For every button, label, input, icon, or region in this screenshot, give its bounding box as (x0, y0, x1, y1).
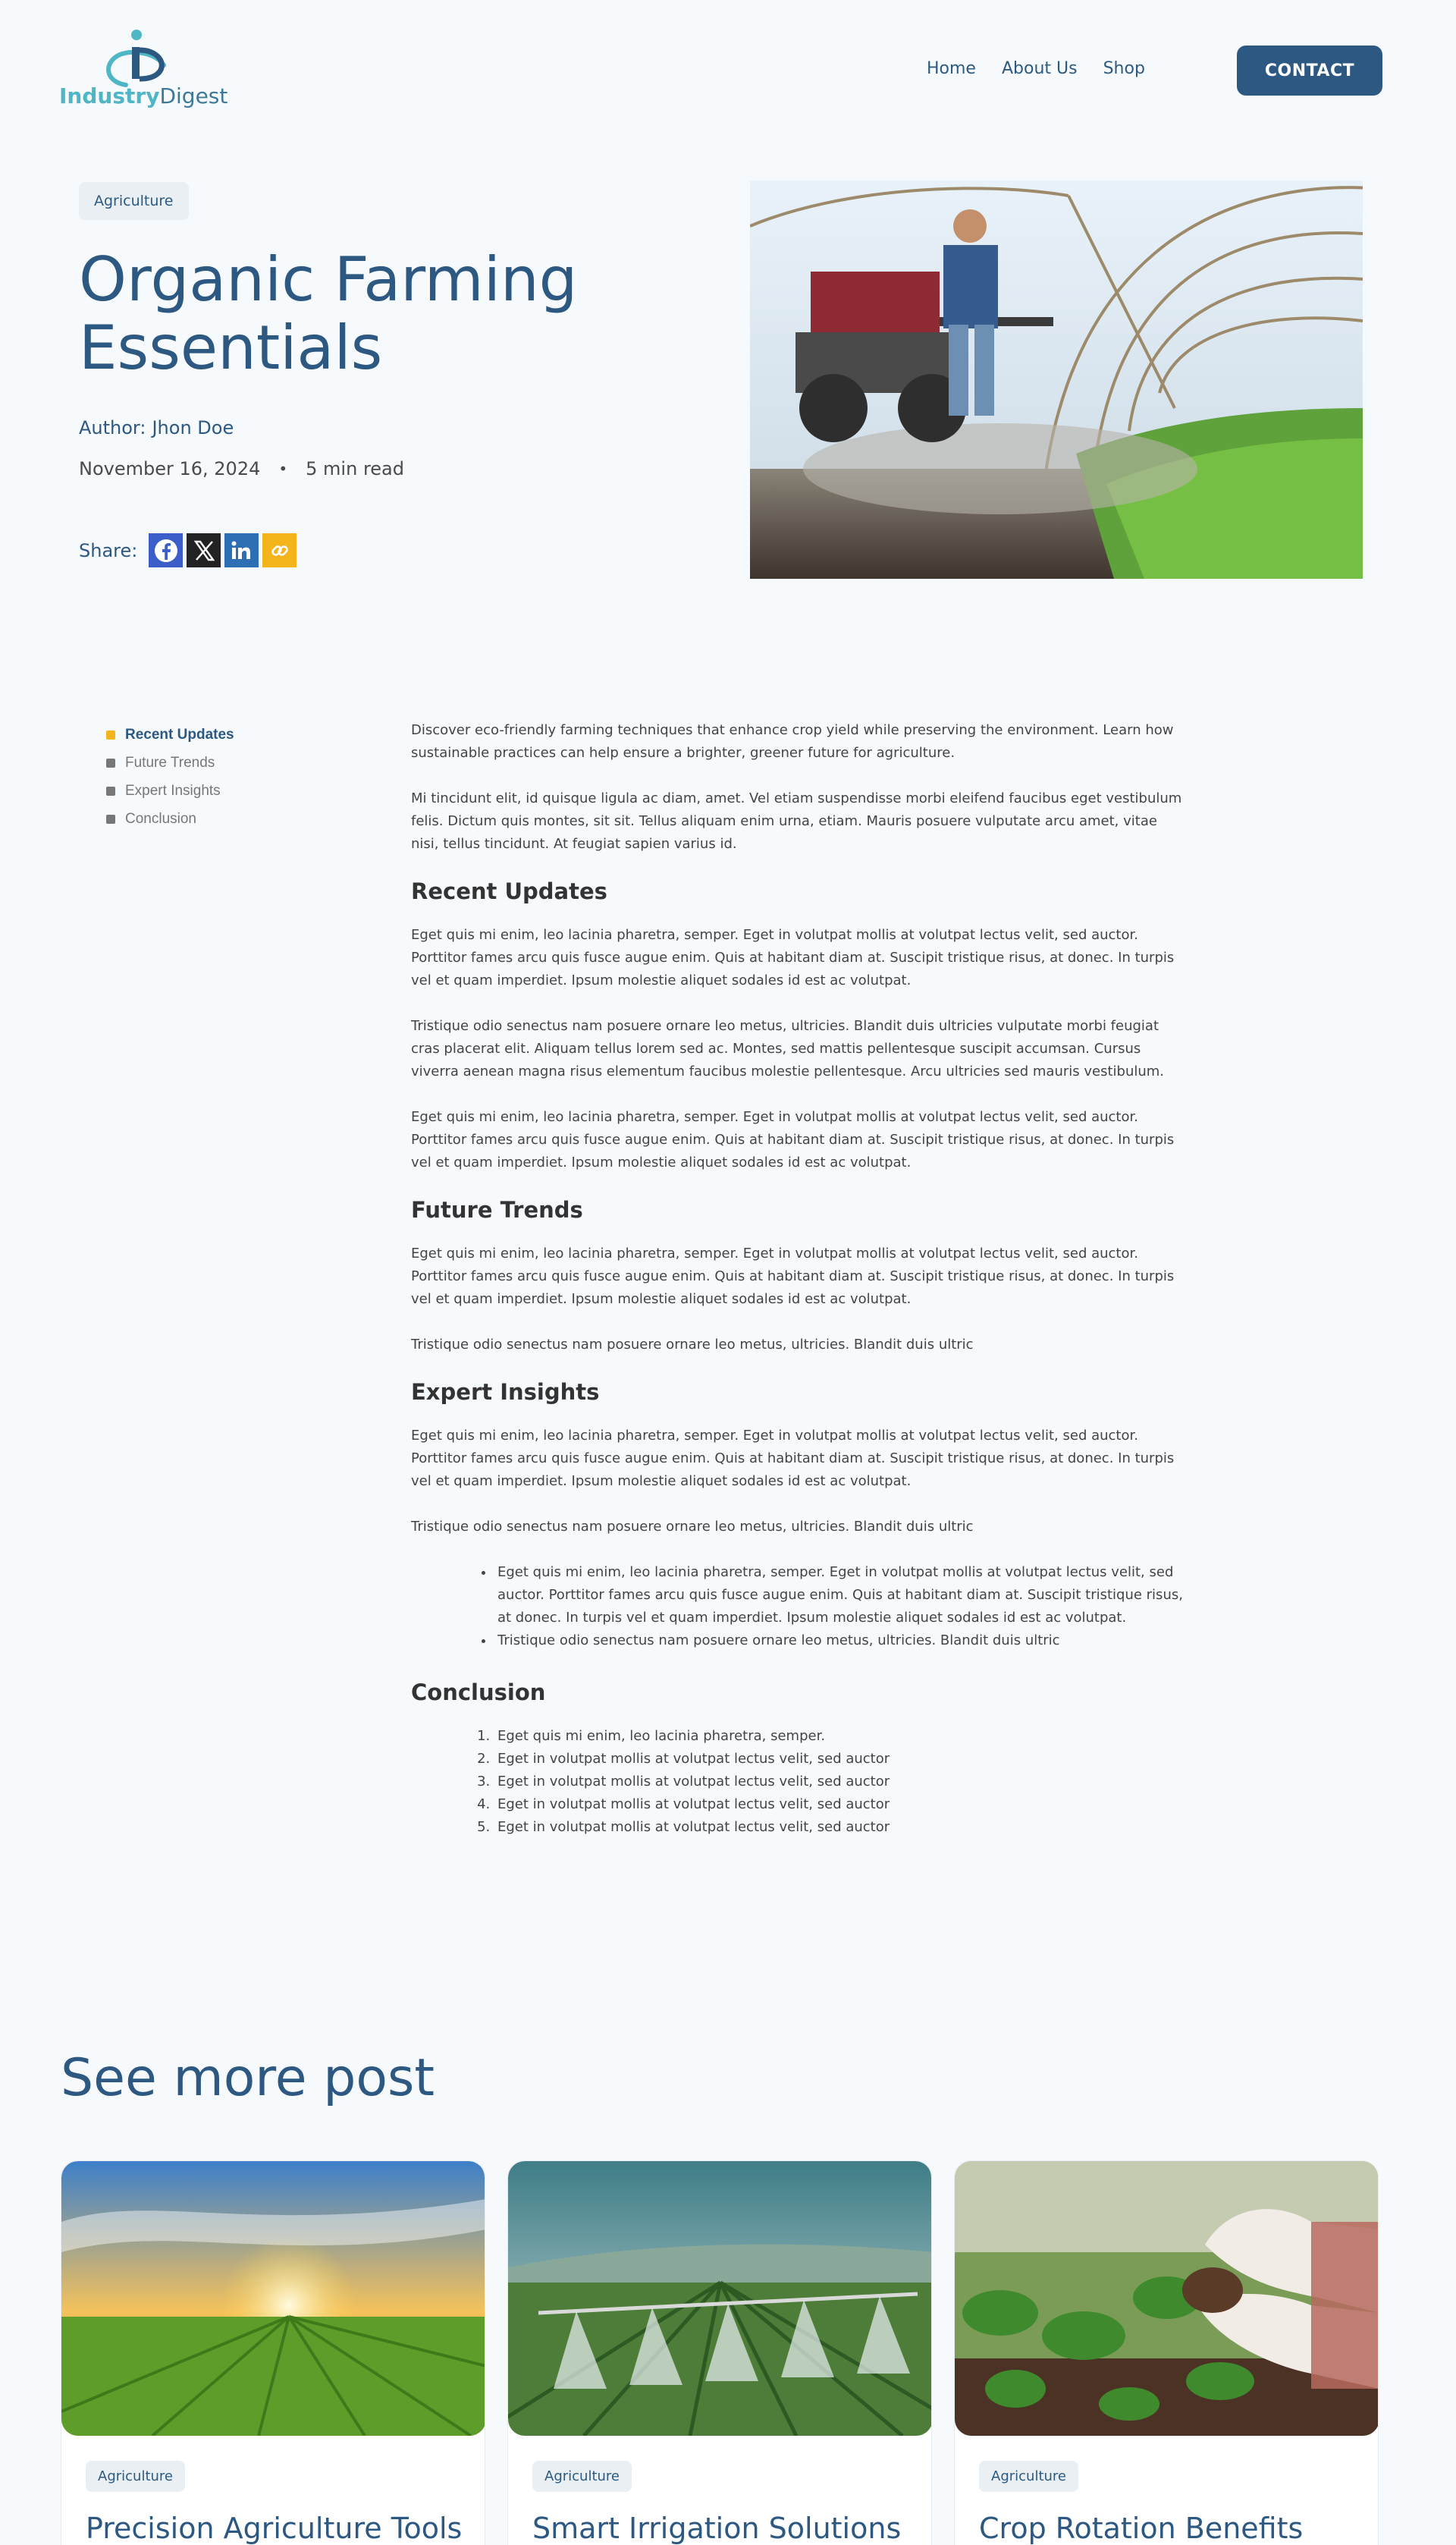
post-card-image (61, 2161, 485, 2436)
category-tag[interactable]: Agriculture (979, 2461, 1078, 2492)
post-card-image (955, 2161, 1379, 2436)
toc-bullet (106, 731, 115, 740)
list-item: 1. Eget quis mi enim, leo lacinia pharetra, semper. (494, 1725, 1185, 1748)
nav-shop[interactable]: Shop (1103, 59, 1145, 78)
post-card-image (508, 2161, 932, 2436)
post-card[interactable] (954, 2160, 1379, 2545)
toc-item-recent-updates[interactable]: Recent Updates (106, 721, 234, 749)
nav-home[interactable]: Home (927, 59, 976, 78)
share-bar (79, 533, 297, 567)
post-card-title[interactable]: Smart Irrigation Solutions (532, 2512, 902, 2545)
more-posts-title: See more post (61, 2048, 435, 2108)
section-heading-conclusion: Conclusion (411, 1679, 546, 1705)
toc-bullet (106, 787, 115, 796)
article-body (411, 719, 1185, 1866)
toc-item-expert-insights[interactable]: Expert Insights (106, 777, 234, 805)
logo-icon (97, 29, 180, 90)
author-label: Author: (79, 417, 146, 438)
site-header (0, 0, 1456, 144)
list-item: 2. Eget in volutpat mollis at volutpat lectus velit, sed auctor (494, 1748, 1185, 1771)
logo-text: IndustryDigest (59, 83, 228, 108)
post-card[interactable] (61, 2160, 485, 2545)
facebook-icon[interactable] (149, 533, 183, 567)
paragraph: Eget quis mi enim, leo lacinia pharetra, semper. Eget in volutpat mollis at volutpat lectus velit, sed auctor. Porttitor fames arcu quis fusce augue enim. Quis at habitant diam at. Suscipit tristique risus, at donec. In turpis vel et quam imperdiet. Ipsum molestie aliquet sodales id est ac volutpat. (411, 1428, 1175, 1489)
intro-paragraph: Discover eco-friendly farming techniques that enhance crop yield while preserving the environment. Learn how sustainable practices can help ensure a brighter, greener future for agriculture. (411, 722, 1174, 761)
linkedin-icon[interactable] (224, 533, 259, 567)
paragraph: Eget quis mi enim, leo lacinia pharetra, semper. Eget in volutpat mollis at volutpat lectus velit, sed auctor. Porttitor fames arcu quis fusce augue enim. Quis at habitant diam at. Suscipit tristique risus, at donec. In turpis vel et quam imperdiet. Ipsum molestie aliquet sodales id est ac volutpat. (411, 1109, 1175, 1170)
section-heading-recent-updates: Recent Updates (411, 878, 607, 904)
logo[interactable] (59, 29, 228, 112)
post-card-title[interactable]: Crop Rotation Benefits (979, 2512, 1304, 2545)
post-date: November 16, 2024 (79, 458, 261, 479)
paragraph: Eget quis mi enim, leo lacinia pharetra, semper. Eget in volutpat mollis at volutpat lectus velit, sed auctor. Porttitor fames arcu quis fusce augue enim. Quis at habitant diam at. Suscipit tristique risus, at donec. In turpis vel et quam imperdiet. Ipsum molestie aliquet sodales id est ac volutpat. (411, 927, 1175, 988)
section-heading-expert-insights: Expert Insights (411, 1379, 600, 1405)
contact-button[interactable]: CONTACT (1237, 46, 1382, 96)
hero-image (750, 181, 1363, 579)
link-icon[interactable] (262, 533, 297, 567)
table-of-contents (106, 721, 234, 833)
toc-item-future-trends[interactable]: Future Trends (106, 749, 234, 777)
read-time: 5 min read (306, 458, 404, 479)
page-title: Organic Farming Essentials (79, 244, 578, 383)
post-card[interactable] (507, 2160, 932, 2545)
bullet-list (494, 1561, 1185, 1652)
section-heading-future-trends: Future Trends (411, 1197, 583, 1223)
post-card-title[interactable]: Precision Agriculture Tools (86, 2512, 463, 2545)
share-label: Share: (79, 539, 138, 561)
author-line (79, 417, 234, 438)
paragraph: Eget quis mi enim, leo lacinia pharetra, semper. Eget in volutpat mollis at volutpat lectus velit, sed auctor. Porttitor fames arcu quis fusce augue enim. Quis at habitant diam at. Suscipit tristique risus, at donec. In turpis vel et quam imperdiet. Ipsum molestie aliquet sodales id est ac volutpat. (411, 1246, 1175, 1307)
main-nav (927, 59, 1145, 78)
author-name: Jhon Doe (152, 417, 234, 438)
list-item: • Tristique odio senectus nam posuere ornare leo metus, ultricies. Blandit duis ultric (494, 1629, 1185, 1652)
category-tag[interactable]: Agriculture (79, 182, 189, 220)
list-item: • Eget quis mi enim, leo lacinia pharetra, semper. Eget in volutpat mollis at volutpat lectus velit, sed auctor. Porttitor fames arcu quis fusce augue enim. Quis at habitant diam at. Suscipit tristique risus, at donec. In turpis vel et quam imperdiet. Ipsum molestie aliquet sodales id est ac volutpat. (494, 1561, 1185, 1629)
nav-about-us[interactable]: About Us (1001, 59, 1078, 78)
toc-bullet (106, 759, 115, 768)
paragraph: Tristique odio senectus nam posuere ornare leo metus, ultricies. Blandit duis ultric (411, 1337, 974, 1353)
paragraph: Tristique odio senectus nam posuere ornare leo metus, ultricies. Blandit duis ultricies vulputate morbi feugiat cras placerat elit. Aliquam tellus lorem sed ac. Montes, sed mattis pellentesque suscipit accumsan. Cursus viverra aenean magna risus elementum faucibus molestie pellentesque. Arcu ultricies sed mauris vestibulum. (411, 1018, 1165, 1079)
numbered-list (494, 1725, 1185, 1839)
toc-item-conclusion[interactable]: Conclusion (106, 805, 234, 833)
list-item: 3. Eget in volutpat mollis at volutpat lectus velit, sed auctor (494, 1771, 1185, 1793)
meta-separator: • (278, 460, 288, 478)
toc-bullet (106, 815, 115, 824)
list-item: 5. Eget in volutpat mollis at volutpat lectus velit, sed auctor (494, 1816, 1185, 1839)
post-meta (79, 458, 404, 479)
x-icon[interactable] (187, 533, 221, 567)
intro-paragraph: Mi tincidunt elit, id quisque ligula ac diam, amet. Vel etiam suspendisse morbi eleifend faucibus eget vestibulum felis. Dictum quis montes, sit sit. Tellus aliquam enim urna, etiam. Mauris posuere vulputate arcu amet, vitae nisi, tellus tincidunt. At feugiat sapien varius id. (411, 790, 1182, 852)
paragraph: Tristique odio senectus nam posuere ornare leo metus, ultricies. Blandit duis ultric (411, 1519, 974, 1535)
list-item: 4. Eget in volutpat mollis at volutpat lectus velit, sed auctor (494, 1793, 1185, 1816)
category-tag[interactable]: Agriculture (532, 2461, 632, 2492)
category-tag[interactable]: Agriculture (86, 2461, 185, 2492)
